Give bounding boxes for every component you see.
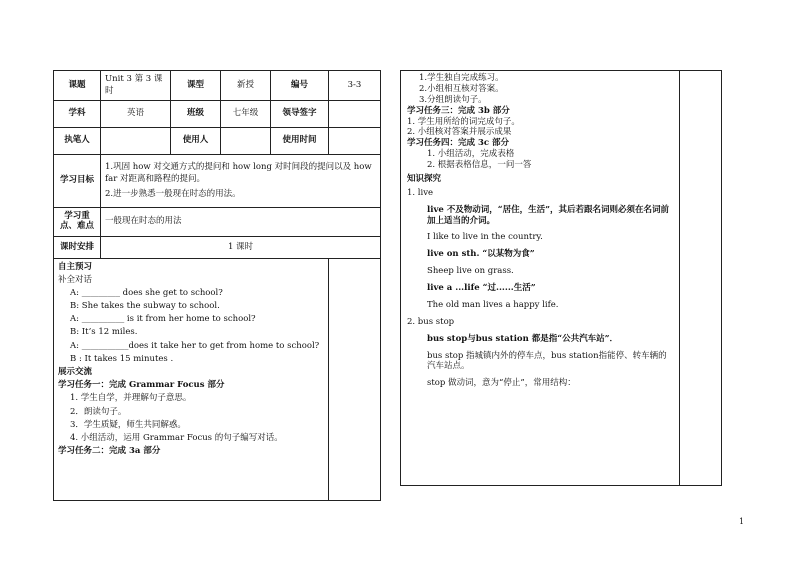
right-side-empty-column	[678, 70, 722, 486]
right-top-item-2: 2.小组相互核对答案。	[419, 83, 504, 94]
dialogue-line-4: B: It’s 12 miles.	[70, 327, 138, 338]
explore-item1-head: 1. live	[407, 187, 434, 198]
explore-item1-example2: Sheep live on grass.	[427, 266, 514, 277]
label-lesson-type: 课型	[171, 71, 221, 101]
task4-item-2: 2. 根据表格信息，一问一答	[427, 160, 532, 170]
explore-item2-description: bus stop 指城镇内外的停车点，bus station指能停、转车辆的汽车站点。	[427, 350, 667, 372]
label-number: 编号	[271, 71, 329, 101]
goal-2: 2.进一步熟悉一般现在时态的用法。	[105, 188, 241, 199]
explore-item2-stop: stop 做动词，意为“停止”，常用结构：	[427, 378, 576, 389]
task1-item-3: 3．学生质疑，师生共同解惑。	[70, 419, 186, 430]
body-row	[54, 258, 381, 500]
label-goals: 学习目标	[54, 154, 101, 207]
lesson-plan-table	[53, 70, 381, 501]
label-subject: 学科	[54, 100, 101, 127]
task3-item-2: 2. 小组核对答案并展示成果	[407, 127, 512, 138]
explore-item1-phrase2: live on sth. “以某物为食”	[427, 249, 535, 260]
explore-item1-example3: The old man lives a happy life.	[427, 299, 559, 310]
task4-item-1: 1. 小组活动，完成表格	[427, 149, 515, 160]
task1-title-text: 学习任务一：完成 Grammar Focus 部分	[58, 380, 225, 391]
header-row-3	[54, 127, 381, 154]
value-user	[221, 127, 271, 154]
page-number: 1	[739, 517, 745, 526]
task3-item-1: 1. 学生用所给的词完成句子。	[407, 116, 520, 127]
label-schedule: 课时安排	[54, 236, 101, 258]
explore-item1-example1: I like to live in the country.	[427, 232, 543, 243]
focus-row	[54, 207, 381, 236]
value-use-time	[329, 127, 381, 154]
dialogue-line-1: A: _________ does she get to school?	[70, 287, 223, 298]
dialogue-line-3: A: __________ is it from her home to school?	[70, 314, 256, 325]
label-focus: 学习重点、难点	[54, 207, 101, 236]
right-content-panel	[400, 70, 680, 486]
schedule-row	[54, 236, 381, 258]
task1-item-4: 4. 小组活动，运用 Grammar Focus 的句子编写对话。	[70, 432, 283, 443]
right-top-item-1: 1.学生独自完成练习。	[419, 73, 504, 83]
explore-item2-head: 2. bus stop	[407, 316, 455, 327]
explore-item2-definition: bus stop与bus station 都是指“公共汽车站”．	[427, 333, 619, 344]
explore-item1-phrase3: live a ...life “过......生活”	[427, 283, 536, 293]
value-number: 3-3	[329, 71, 381, 101]
explore-item1-definition: live 不及物动词，“居住，生活”，其后若跟名词则必须在名词前加上适当的介词。	[427, 204, 670, 226]
right-top-item-3: 3.分组朗读句子。	[419, 94, 487, 105]
header-row-1	[54, 71, 381, 101]
label-topic: 课题	[54, 71, 101, 101]
dialogue-line-6: B : It takes 15 minutes .	[70, 353, 174, 364]
right-content	[401, 71, 679, 391]
task2-title: 学习任务二：完成 3a 部分	[58, 446, 161, 457]
dialogue-line-2: B: She takes the subway to school.	[70, 301, 220, 312]
label-use-time: 使用时间	[271, 127, 329, 154]
task4-title: 学习任务四：完成 3c 部分	[407, 138, 510, 149]
task1-item-2: 2．朗读句子。	[70, 406, 127, 417]
schedule-content: 1 课时	[101, 236, 381, 258]
value-class: 七年级	[221, 100, 271, 127]
body-side-cell	[329, 258, 381, 500]
label-author: 执笔人	[54, 127, 101, 154]
value-topic: Unit 3 第 3 课时	[101, 71, 171, 101]
focus-content: 一般现在时态的用法	[101, 207, 381, 236]
explore-title: 知识探究	[407, 173, 442, 184]
exchange-title: 展示交流	[58, 367, 93, 377]
task3-title: 学习任务三：完成 3b 部分	[407, 105, 510, 116]
header-row-2	[54, 100, 381, 127]
value-subject: 英语	[101, 100, 171, 127]
label-class: 班级	[171, 100, 221, 127]
task1-item-1: 1. 学生自学，并理解句子意思。	[70, 393, 192, 404]
label-leader-sign: 领导签字	[271, 100, 329, 127]
value-leader-sign	[329, 100, 381, 127]
dialogue-line-5: A: ___________does it take her to get from home to school?	[70, 340, 320, 351]
preview-subtitle: 补全对话	[58, 274, 93, 285]
body-content	[54, 258, 329, 500]
goals-content	[101, 154, 381, 207]
preview-title: 自主预习	[58, 261, 93, 272]
value-lesson-type: 新授	[221, 71, 271, 101]
goals-row	[54, 154, 381, 207]
label-user: 使用人	[171, 127, 221, 154]
goal-1: 1.巩固 how 对交通方式的提问和 how long 对时间段的提问以及 how far 对距离和路程的提问。	[105, 162, 372, 185]
value-author	[101, 127, 171, 154]
task1-title	[58, 379, 324, 392]
